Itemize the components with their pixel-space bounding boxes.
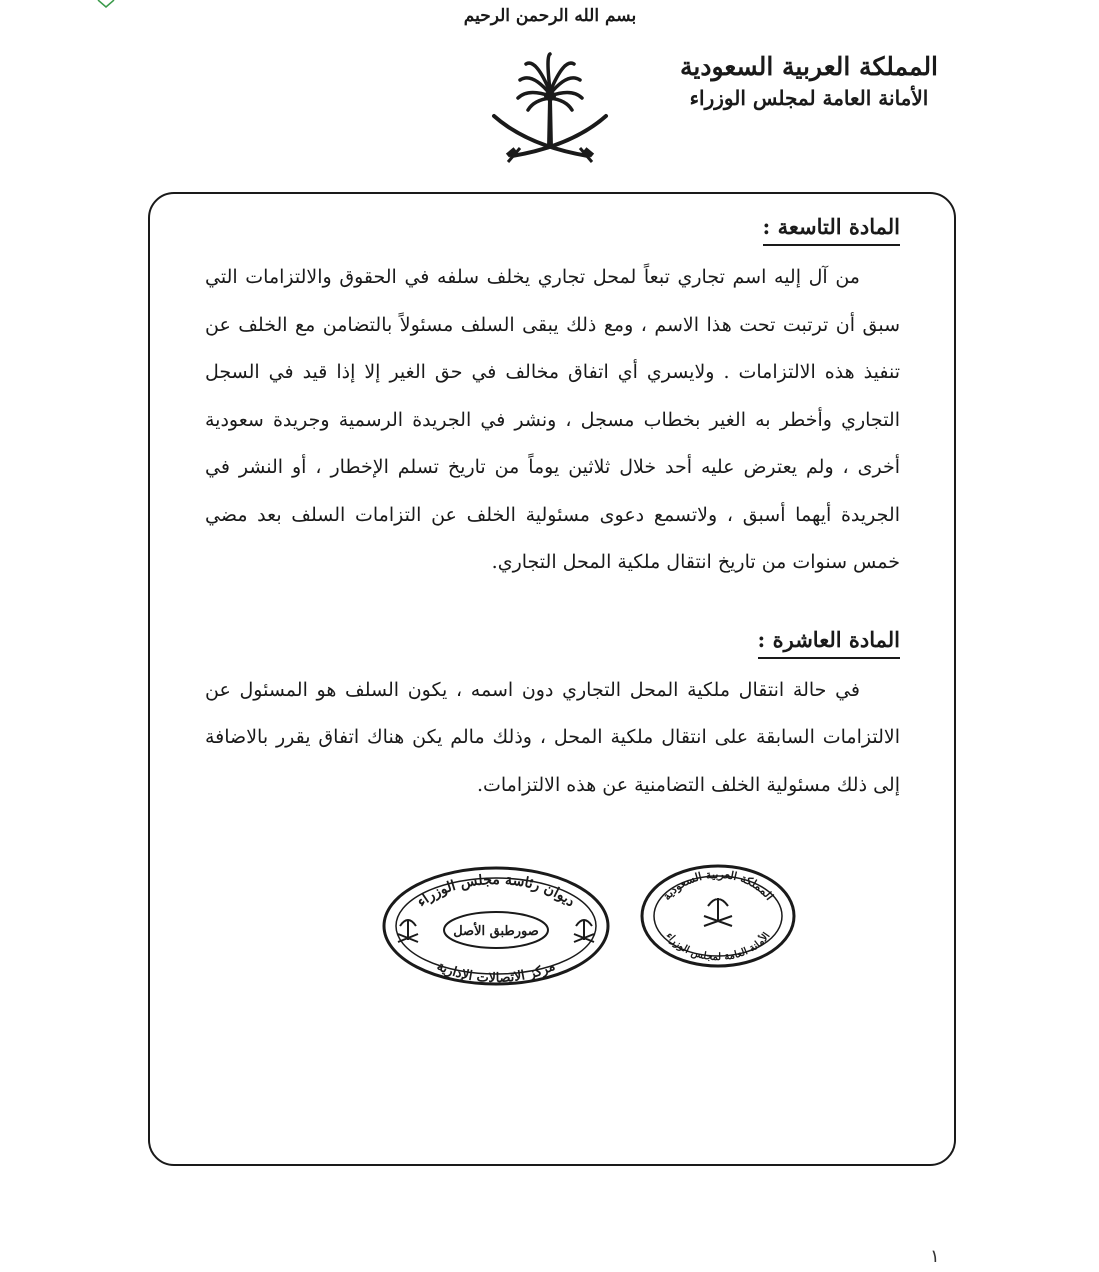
stamp-outer-text: ديوان رئاسة مجلس الوزراء xyxy=(413,871,579,911)
secretariat-name: الأمانة العامة لمجلس الوزراء xyxy=(689,86,929,110)
corner-mark-icon xyxy=(96,0,116,8)
basmala: بسم الله الرحمن الرحيم xyxy=(463,6,637,26)
article-text: من آل إليه اسم تجاري تبعاً لمحل تجاري يخلف سلفه في الحقوق والالتزامات التي سبق أن ترتبت تحت هذا الاسم ، ومع ذلك يبقى السلف مسئولاً بالتضامن مع الخلف عن تنفيذ هذه الالتزامات . ولايسري أي اتفاق مخالف في حق الغير إلا إذا قيد في السجل التجاري وأخطر به الغير بخطاب مسجل ، ونشر في الجريدة الرسمية وجريدة سعودية أخرى ، ولم يعترض عليه أحد خلال ثلاثين يوماً من تاريخ تسلم الإخطار ، أو النشر في الجريدة أيهما أسبق ، ولاتسمع دعوى مسئولية الخلف عن التزامات السلف بعد مضي خمس سنوات من تاريخ انتقال ملكية المحل التجاري. xyxy=(205,266,900,573)
article-heading: المادة التاسعة : xyxy=(763,212,900,246)
stamp-inner-text: صورطبق الأصل xyxy=(453,924,539,939)
saudi-emblem-icon xyxy=(488,50,612,166)
article-9 xyxy=(205,204,900,587)
svg-text:مركز الاتصالات الإدارية xyxy=(434,959,557,986)
kingdom-name: المملكة العربية السعودية xyxy=(679,52,939,81)
stamps xyxy=(380,862,800,992)
document-body xyxy=(205,204,900,809)
stamp-outer-text: المملكة العربية السعودية xyxy=(660,867,776,903)
article-10 xyxy=(205,617,900,810)
stamp-bottom-text: مركز الاتصالات الإدارية xyxy=(434,958,558,987)
svg-text:ديوان رئاسة مجلس الوزراء xyxy=(414,872,578,910)
page-number: ١ xyxy=(930,1246,940,1267)
stamp-bottom-text: الأمانة العامة لمجلس الوزراء xyxy=(663,930,773,964)
stamp-icon xyxy=(638,862,798,970)
letterhead xyxy=(679,50,939,112)
article-heading: المادة العاشرة : xyxy=(758,625,900,659)
stamp-icon xyxy=(380,864,612,988)
article-text: في حالة انتقال ملكية المحل التجاري دون اسمه ، يكون السلف هو المسئول عن الالتزامات السابقة على انتقال ملكية المحل ، وذلك مالم يكن هناك اتفاق يقرر بالاضافة إلى ذلك مسئولية الخلف التضامنية عن هذه الالتزامات. xyxy=(205,678,900,796)
